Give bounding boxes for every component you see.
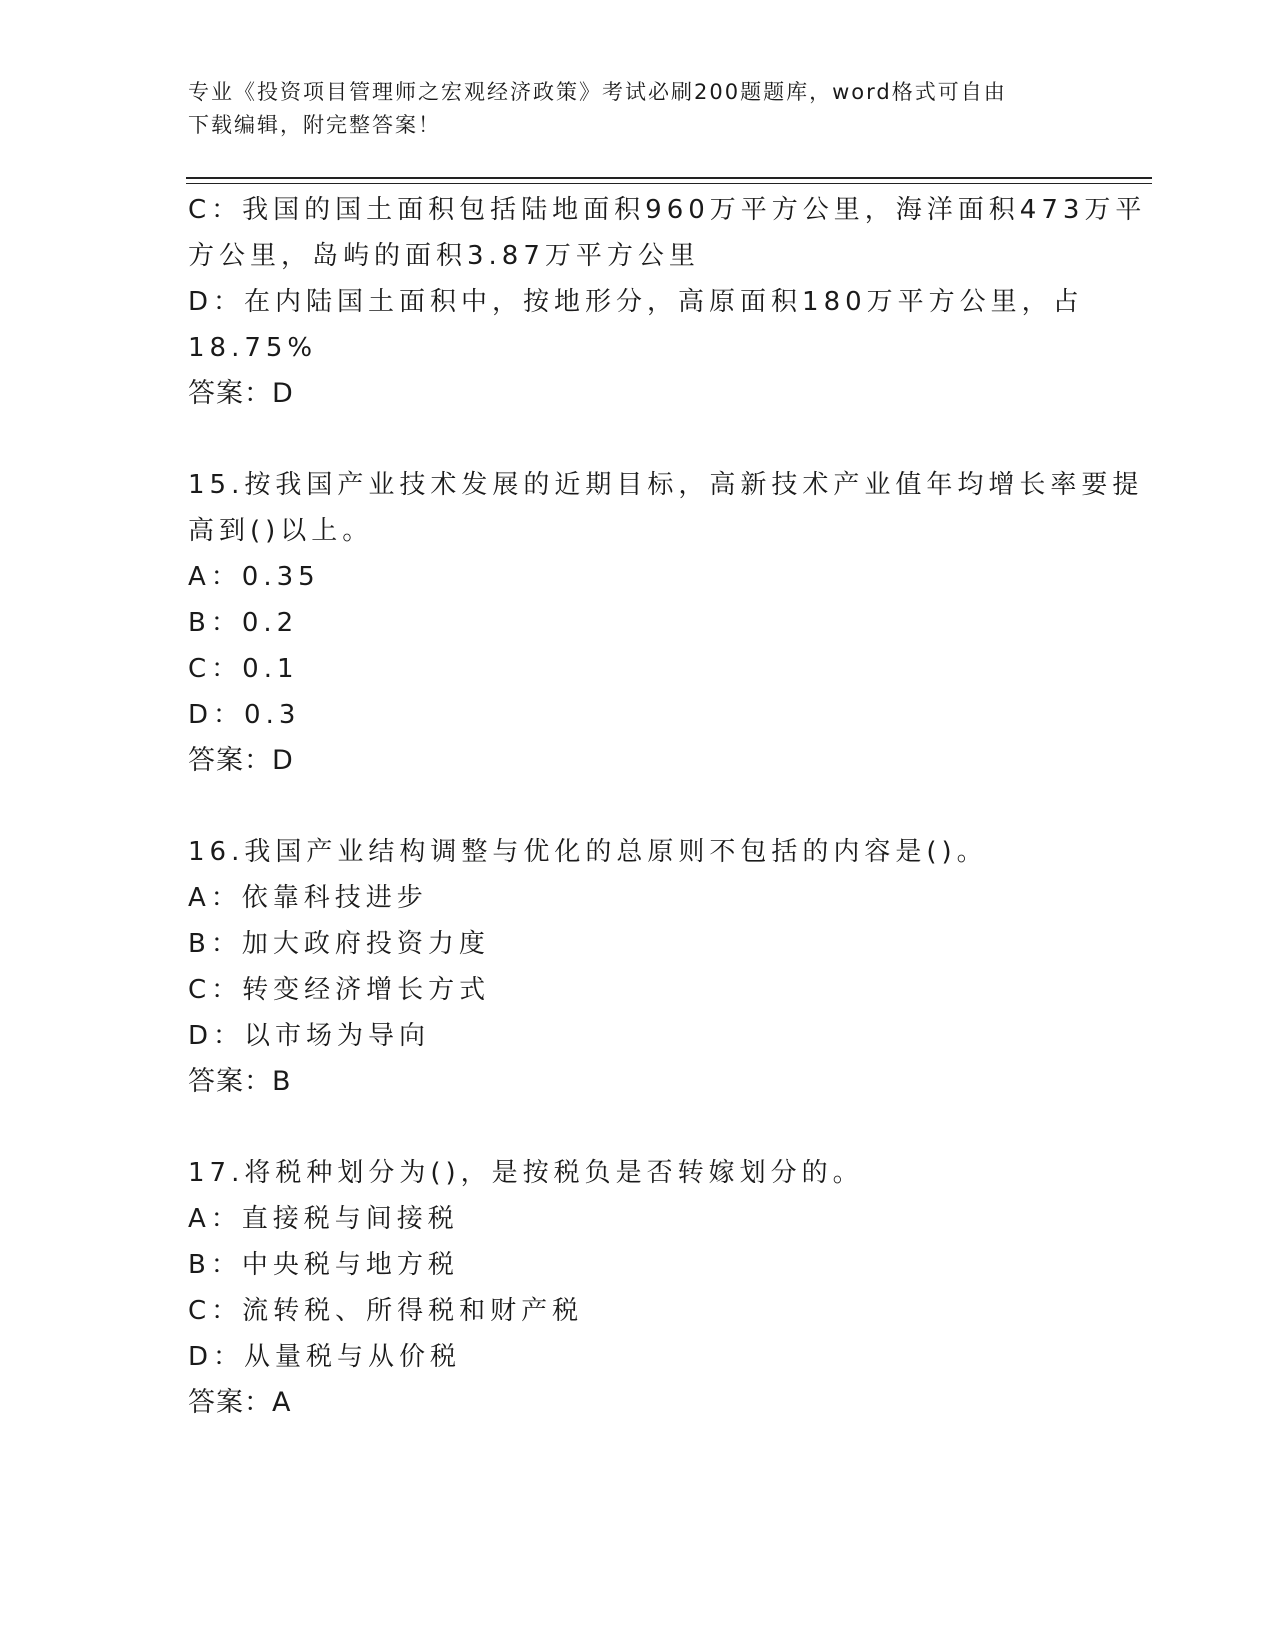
option-d-line-1: D：在内陆国土面积中，按地形分，高原面积180万平方公里，占 xyxy=(188,287,1084,317)
answer: 答案：B xyxy=(188,1066,292,1097)
option-a: A：0.35 xyxy=(188,562,320,592)
option-b: B：加大政府投资力度 xyxy=(188,929,490,959)
spacer xyxy=(188,417,1088,462)
document-header xyxy=(188,76,1068,142)
option-d: D：从量税与从价税 xyxy=(188,1342,462,1372)
option-a: A：直接税与间接税 xyxy=(188,1204,459,1234)
option-c: C：流转税、所得税和财产税 xyxy=(188,1296,584,1326)
question-stem: 17.将税种划分为()，是按税负是否转嫁划分的。 xyxy=(188,1158,864,1188)
question-14-continued xyxy=(188,187,1147,417)
question-17 xyxy=(188,1150,1088,1426)
question-stem-line-1: 15.按我国产业技术发展的近期目标，高新技术产业值年均增长率要提 xyxy=(188,470,1144,500)
header-title-line-2: 下载编辑，附完整答案！ xyxy=(188,113,441,137)
header-divider-thin xyxy=(186,183,1152,184)
question-16 xyxy=(188,829,1088,1105)
question-15 xyxy=(188,462,1144,784)
option-d-line-2: 18.75% xyxy=(188,333,318,363)
option-c-line-1: C：我国的国土面积包括陆地面积960万平方公里，海洋面积473万平 xyxy=(188,195,1147,225)
option-c: C：转变经济增长方式 xyxy=(188,975,491,1005)
option-a: A：依靠科技进步 xyxy=(188,883,428,913)
option-d: D：以市场为导向 xyxy=(188,1021,431,1051)
answer: 答案：D xyxy=(188,378,294,409)
spacer xyxy=(188,1105,1088,1150)
option-d: D：0.3 xyxy=(188,700,301,730)
spacer xyxy=(188,784,1088,829)
answer: 答案：A xyxy=(188,1387,292,1418)
option-b: B：中央税与地方税 xyxy=(188,1250,459,1280)
document-body xyxy=(188,187,1147,1426)
header-title-line-1: 专业《投资项目管理师之宏观经济政策》考试必刷200题题库，word格式可自由 xyxy=(188,80,1007,104)
option-c-line-2: 方公里，岛屿的面积3.87万平方公里 xyxy=(188,241,700,271)
option-b: B：0.2 xyxy=(188,608,299,638)
question-stem: 16.我国产业结构调整与优化的总原则不包括的内容是()。 xyxy=(188,837,988,867)
option-c: C：0.1 xyxy=(188,654,299,684)
header-divider-thick xyxy=(186,177,1152,179)
question-stem-line-2: 高到()以上。 xyxy=(188,516,374,546)
answer: 答案：D xyxy=(188,745,294,776)
